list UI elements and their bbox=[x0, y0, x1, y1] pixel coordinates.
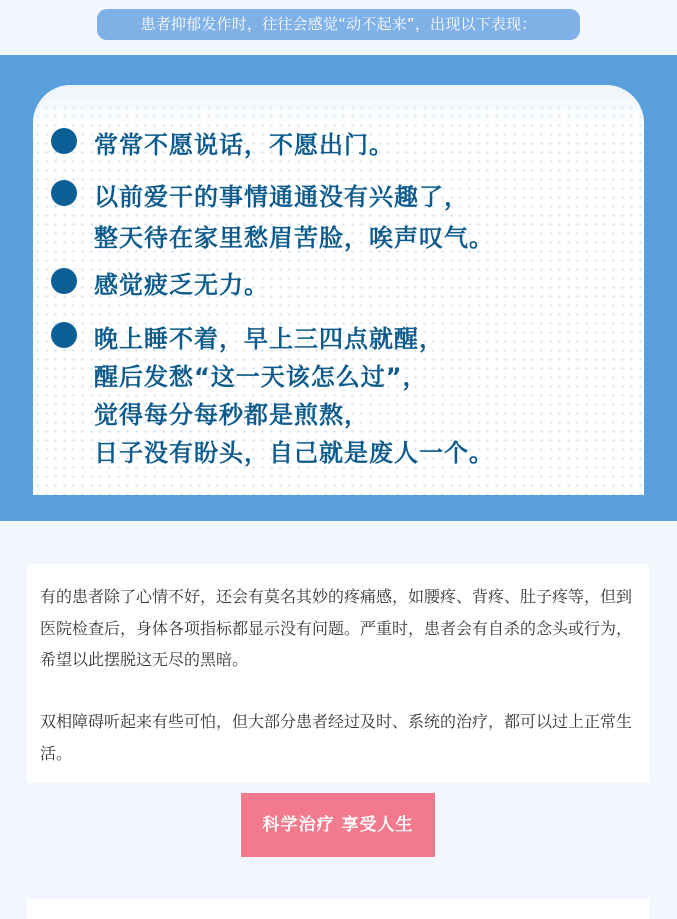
bullet-icon bbox=[51, 322, 77, 348]
symptom-line: 觉得每分每秒都是煎熬， bbox=[94, 401, 369, 429]
symptom-line: 整天待在家里愁眉苦脸，唉声叹气。 bbox=[94, 224, 494, 252]
bullet-icon bbox=[51, 180, 77, 206]
article-paragraph-2: 双相障碍听起来有些可怕，但大部分患者经过及时、系统的治疗，都可以过上正常生活。 bbox=[40, 712, 633, 763]
symptom-line: 常常不愿说话，不愿出门。 bbox=[94, 131, 394, 159]
symptom-card bbox=[33, 85, 644, 495]
bullet-icon bbox=[51, 128, 77, 154]
symptom-line: 晚上睡不着，早上三四点就醒， bbox=[94, 325, 444, 353]
bullet-icon bbox=[51, 268, 77, 294]
symptom-panel bbox=[0, 55, 677, 521]
intro-banner: 患者抑郁发作时，往往会感觉“动不起来”，出现以下表现： bbox=[97, 9, 580, 40]
symptom-line: 日子没有盼头，自己就是废人一个。 bbox=[94, 439, 494, 467]
card-header-shade bbox=[33, 85, 644, 125]
article-box bbox=[27, 564, 649, 783]
cta-button[interactable]: 科学治疗 享受人生 bbox=[241, 793, 435, 857]
next-section-box bbox=[27, 899, 649, 919]
article-paragraph-1: 有的患者除了心情不好，还会有莫名其妙的疼痛感，如腰疼、背疼、肚子疼等，但到医院检查后，身体各项指标都显示没有问题。严重时，患者会有自杀的念头或行为，希望以此摆脱这无尽的黑暗。 bbox=[40, 587, 633, 669]
symptom-line: 醒后发愁“这一天该怎么过”， bbox=[94, 363, 428, 391]
symptom-line: 以前爱干的事情通通没有兴趣了， bbox=[94, 183, 469, 211]
symptom-line: 感觉疲乏无力。 bbox=[94, 271, 269, 299]
